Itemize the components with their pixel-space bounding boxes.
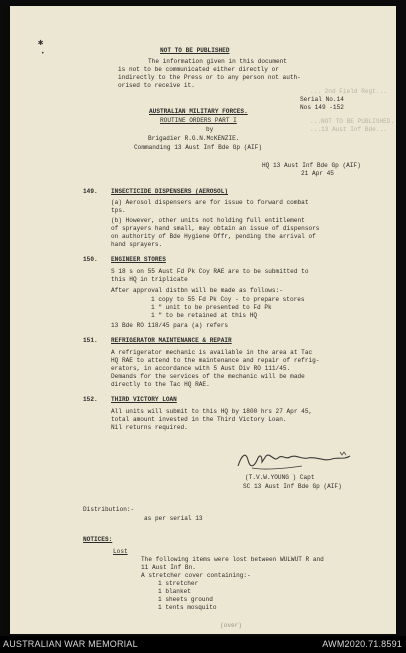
notice-item-line: The following items were lost between WULWUT R and [141,556,324,563]
hq-line: HQ 13 Aust Inf Bde Gp (AIF) [262,162,361,169]
notice-line-2: is not to be communicated either directly or [118,66,279,73]
order-title: ENGINEER STORES [111,256,166,263]
notices-subheading: Lost [113,548,128,555]
serial-number: Serial No.14 [300,96,344,103]
caption-accession-number: AWM2020.71.8591 [322,639,402,649]
punch-mark-icon: ✱ [38,38,44,48]
order-number: 149. [83,188,98,195]
order-line: A refrigerator mechanic is available in the area at Tac [111,349,313,356]
notice-line-1: The information given in this document [148,58,287,65]
routine-orders-heading: ROUTINE ORDERS PART I [160,117,237,124]
order-line: 1 copy to 55 Fd Pk Coy - to prepare stores [151,296,305,303]
order-number: 152. [83,396,98,403]
order-line: After approval distbn will be made as follows:- [111,287,283,294]
notice-item-line: 1 blanket [158,588,191,595]
order-line: directly to the Tac HQ RAE. [111,381,210,388]
order-number: 151. [83,337,98,344]
caption-bar [0,636,406,653]
order-line: All units will submit to this HQ by 1800 hrs 27 Apr 45, [111,408,313,415]
order-line: on authority of Bde Hygiene Offr, pending the arrival of [111,233,316,240]
order-title: INSECTICIDE DISPENSERS (AEROSOL) [111,188,229,195]
order-line: Demands for the services of the mechanic will be made [111,373,305,380]
notice-line-4: orised to receive it. [118,82,195,89]
notice-line-3: indirectly to the Press or to any person not auth- [118,74,301,81]
order-title: THIRD VICTORY LOAN [111,396,177,403]
signatory-title: SC 13 Aust Inf Bde Gp (AIF) [243,483,342,490]
classification-heading: NOT TO BE PUBLISHED [160,47,230,54]
order-title: REFRIGERATOR MAINTENANCE & REPAIR [111,337,232,344]
handwritten-signature [232,448,362,474]
order-line: Nil returns required. [111,424,188,431]
order-line: (a) Aerosol dispensers are for issue to forward combat [111,199,309,206]
order-line: erators, in accordance with 5 Aust Div RO 111/45. [111,365,291,372]
order-line: 13 Bde RO 118/45 para (a) refers [111,322,229,329]
by-text: by [206,126,214,133]
over-text: (over) [220,622,242,629]
notice-item-line: 1 sheets ground [158,596,213,603]
punch-mark-icon: • [41,50,45,57]
order-line: S 18 s on 55 Aust Fd Pk Coy RAE are to be submitted to [111,268,309,275]
notice-item-line: 1 tents mosquito [158,604,217,611]
order-line: tps. [111,207,126,214]
order-line: 1 " unit to be presented to Fd Pk [151,304,272,311]
bleed-through-text: ...NOT TO BE PUBLISHED. [310,118,395,125]
force-heading: AUSTRALIAN MILITARY FORCES. [149,108,248,115]
bleed-through-text: ...13 Aust Inf Bde... [310,126,387,133]
date-line: 21 Apr 45 [301,170,334,177]
notice-item-line: A stretcher cover containing:- [141,572,251,579]
order-number: 150. [83,256,98,263]
order-line: total amount invested in the Third Victory Loan. [111,416,287,423]
distribution-label: Distribution:- [83,506,135,513]
commanding-line: Commanding 13 Aust Inf Bde Gp (AIF) [134,144,262,151]
notice-item-line: 1 stretcher [158,580,199,587]
notices-heading: NOTICES: [83,536,113,543]
document-page [10,6,396,634]
order-line: (b) However, other units not holding full entitlement [111,217,305,224]
notice-item-line: 11 Aust Inf Bn. [141,564,196,571]
order-line: 1 " to be retained at this HQ [151,312,258,319]
distribution-text: as per serial 13 [144,515,203,522]
order-line: this HQ in triplicate [111,276,188,283]
order-line: of sprayers hand small, may obtain an issue of dispensors [111,225,320,232]
bleed-through-text: ... 2nd Field Regt... [310,88,387,95]
brigadier-name: Brigadier R.G.N.McKENZIE. [148,135,240,142]
caption-source: AUSTRALIAN WAR MEMORIAL [3,639,138,649]
signatory-name: (T.V.W.YOUNG ) Capt [245,474,315,481]
order-numbers: Nos 149 -152 [300,104,344,111]
order-line: HQ RAE to attend to the maintenance and repair of refrig- [111,357,320,364]
order-line: hand sprayers. [111,241,163,248]
